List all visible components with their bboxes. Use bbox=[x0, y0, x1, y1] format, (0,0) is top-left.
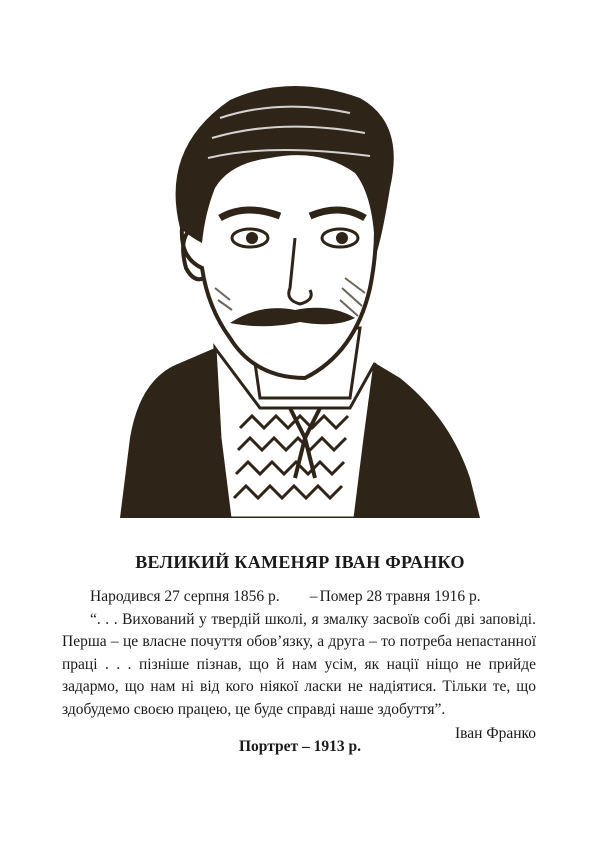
portrait-caption: Портрет – 1913 р. bbox=[238, 738, 361, 755]
quote-paragraph: “. . . Вихований у твердій школі, я змалку засвоїв собі дві заповіді. Перша – це власне почуття обов’язку, а друга – то потреба непастанної праці . . . пізніше пізнав, що й нам усім, як нації ніщо не прийде задармо, що нам ні від кого ніякої ласки не надіятися. Тільки те, що здобудемо своєю працею, це буде справді наше здобуття”. bbox=[62, 610, 536, 718]
date-separator: – bbox=[309, 588, 318, 605]
life-dates bbox=[62, 586, 536, 609]
portrait-engraving bbox=[120, 78, 480, 518]
quote-author: Іван Франко bbox=[455, 725, 536, 742]
death-date: Помер 28 травня 1916 р. bbox=[319, 588, 481, 605]
birth-date: Народився 27 серпня 1856 р. bbox=[90, 588, 280, 605]
text-block bbox=[62, 586, 536, 746]
page-title: ВЕЛИКИЙ КАМЕНЯР ІВАН ФРАНКО bbox=[135, 552, 465, 572]
